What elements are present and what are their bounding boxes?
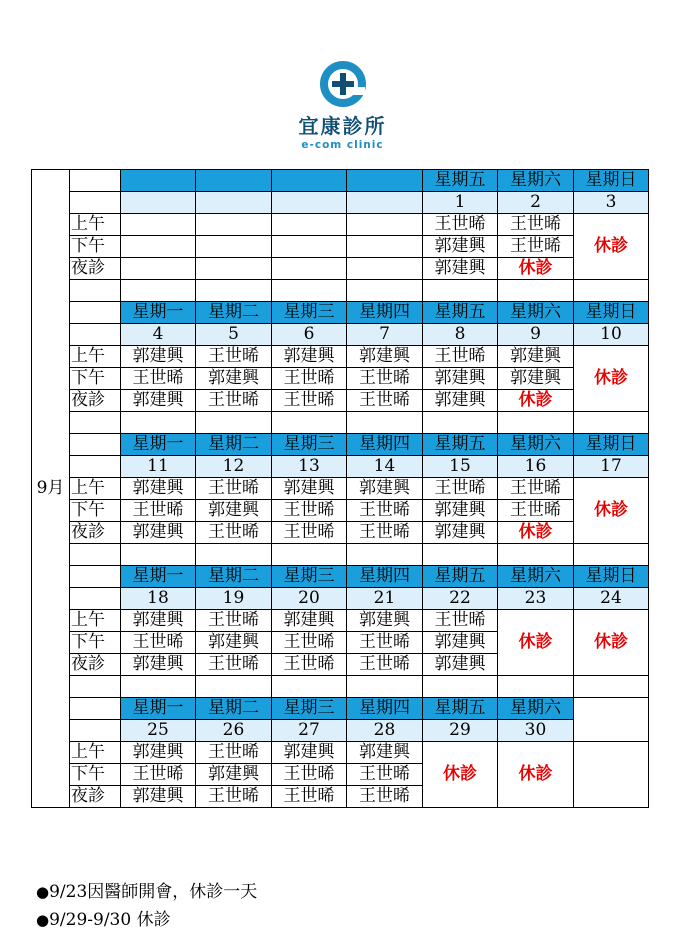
slot-label: 夜診 [70,786,121,808]
weekday-header: 星期五 [423,434,498,456]
closed-cell: 休診 [498,258,574,280]
clinic-name-cn: 宜康診所 [298,114,387,138]
date-cell: 26 [196,720,272,742]
doctor-cell: 王世晞 [498,478,574,500]
doctor-cell: 郭建興 [121,654,196,676]
week-header-row [32,170,649,192]
closed-cell: 休診 [574,214,649,280]
week-header-row [32,566,649,588]
date-cell: 8 [423,324,498,346]
doctor-cell: 王世晞 [347,368,423,390]
bullet-icon: ● [36,883,50,901]
doctor-cell: 郭建興 [347,478,423,500]
slot-row [32,236,649,258]
note-item [36,878,257,906]
doctor-cell: 王世晞 [423,478,498,500]
doctor-cell: 王世晞 [121,368,196,390]
weekday-header: 星期一 [121,302,196,324]
weekday-header: 星期四 [347,698,423,720]
empty-cell [121,544,196,566]
empty-cell [70,676,121,698]
date-cell: 21 [347,588,423,610]
doctor-cell: 王世晞 [423,610,498,632]
doctor-cell: 郭建興 [423,500,498,522]
doctor-cell: 郭建興 [121,478,196,500]
doctor-cell: 王世晞 [347,632,423,654]
spacer-row [32,280,649,302]
doctor-cell: 郭建興 [423,236,498,258]
spacer-row [32,412,649,434]
weekday-header-blank [272,170,347,192]
closed-cell: 休診 [574,478,649,544]
date-cell: 10 [574,324,649,346]
corner-cell [70,324,121,346]
doctor-cell: 王世晞 [196,390,272,412]
weekday-header: 星期二 [196,302,272,324]
doctor-cell: 郭建興 [121,610,196,632]
ecom-plus-icon [319,60,367,108]
date-cell: 6 [272,324,347,346]
weekday-header: 星期日 [574,302,649,324]
slot-row [32,258,649,280]
weekday-header-blank [121,170,196,192]
doctor-cell: 郭建興 [272,610,347,632]
empty-cell [498,412,574,434]
doctor-cell: 郭建興 [196,764,272,786]
date-cell: 4 [121,324,196,346]
weekday-header: 星期六 [498,170,574,192]
doctor-cell: 郭建興 [121,522,196,544]
weekday-header: 星期四 [347,434,423,456]
slot-label: 下午 [70,764,121,786]
empty-cell [347,412,423,434]
weekday-header: 星期三 [272,302,347,324]
slot-label: 下午 [70,236,121,258]
slot-label: 夜診 [70,258,121,280]
bullet-icon: ● [36,911,50,929]
slot-label: 夜診 [70,654,121,676]
date-cell: 1 [423,192,498,214]
weekday-header: 星期二 [196,698,272,720]
date-cell: 13 [272,456,347,478]
empty-cell [272,544,347,566]
doctor-cell: 郭建興 [196,368,272,390]
spacer-row [32,544,649,566]
slot-label: 下午 [70,368,121,390]
weekday-header: 星期六 [498,434,574,456]
date-cell: 3 [574,192,649,214]
weekday-header: 星期三 [272,698,347,720]
empty-cell [347,544,423,566]
empty-cell [347,676,423,698]
date-cell [347,192,423,214]
doctor-cell [196,258,272,280]
closed-cell: 休診 [498,522,574,544]
date-cell: 25 [121,720,196,742]
weekday-header: 星期一 [121,698,196,720]
doctor-cell: 王世晞 [498,500,574,522]
weekday-header: 星期五 [423,566,498,588]
date-cell: 27 [272,720,347,742]
doctor-cell: 郭建興 [498,368,574,390]
weekday-header: 星期三 [272,566,347,588]
weekday-header: 星期二 [196,434,272,456]
weekday-header-blank [347,170,423,192]
doctor-cell [272,236,347,258]
week-header-row [32,434,649,456]
slot-row [32,610,649,632]
weekday-header: 星期五 [423,698,498,720]
empty-cell [272,676,347,698]
empty-cell [70,544,121,566]
doctor-cell: 王世晞 [423,346,498,368]
date-cell: 18 [121,588,196,610]
week-date-row [32,588,649,610]
doctor-cell: 王世晞 [347,522,423,544]
slot-label: 上午 [70,478,121,500]
empty-cell [196,676,272,698]
doctor-cell [196,214,272,236]
empty-cell [196,412,272,434]
doctor-cell: 郭建興 [272,478,347,500]
empty-cell [423,280,498,302]
weekday-header: 星期五 [423,302,498,324]
empty-cell [121,280,196,302]
doctor-cell: 郭建興 [498,346,574,368]
notes [36,878,257,934]
slot-label: 夜診 [70,390,121,412]
doctor-cell: 郭建興 [196,632,272,654]
date-cell: 24 [574,588,649,610]
weekday-header: 星期六 [498,302,574,324]
doctor-cell: 郭建興 [423,632,498,654]
doctor-cell: 王世晞 [196,654,272,676]
doctor-cell: 王世晞 [272,786,347,808]
date-cell: 15 [423,456,498,478]
note-text: 9/29-9/30 休診 [49,910,171,930]
date-cell: 2 [498,192,574,214]
doctor-cell [196,236,272,258]
doctor-cell: 王世晞 [347,390,423,412]
corner-cell [70,456,121,478]
corner-cell [70,302,121,324]
weekday-header: 星期日 [574,434,649,456]
doctor-cell [121,214,196,236]
doctor-cell: 王世晞 [121,764,196,786]
weekday-header: 星期六 [498,698,574,720]
doctor-cell: 郭建興 [347,346,423,368]
empty-cell [574,742,649,808]
weekday-header: 星期二 [196,566,272,588]
date-cell: 19 [196,588,272,610]
note-text: 9/23因醫師開會，休診一天 [49,882,258,902]
doctor-cell: 王世晞 [272,390,347,412]
slot-label: 下午 [70,500,121,522]
doctor-cell: 王世晞 [196,786,272,808]
doctor-cell [121,258,196,280]
date-cell [196,192,272,214]
doctor-cell: 郭建興 [121,390,196,412]
doctor-cell [272,258,347,280]
doctor-cell: 郭建興 [272,742,347,764]
doctor-cell: 郭建興 [423,258,498,280]
clinic-name-en: e-com clinic [301,139,384,151]
corner-cell [70,720,121,742]
slot-row [32,478,649,500]
corner-cell [70,434,121,456]
doctor-cell: 郭建興 [121,742,196,764]
weekday-header-blank [196,170,272,192]
doctor-cell [121,236,196,258]
empty-cell [121,412,196,434]
clinic-logo [0,60,685,151]
weekday-header: 星期一 [121,434,196,456]
doctor-cell [272,214,347,236]
doctor-cell: 郭建興 [423,368,498,390]
slot-label: 上午 [70,610,121,632]
week-date-row [32,324,649,346]
empty-cell [498,280,574,302]
doctor-cell: 郭建興 [196,500,272,522]
doctor-cell: 王世晞 [196,522,272,544]
note-item [36,906,257,934]
doctor-cell: 王世晞 [272,632,347,654]
date-cell [121,192,196,214]
doctor-cell: 王世晞 [347,764,423,786]
doctor-cell: 王世晞 [272,654,347,676]
slot-label: 上午 [70,742,121,764]
empty-cell [574,412,649,434]
doctor-cell: 王世晞 [347,786,423,808]
doctor-cell: 郭建興 [121,346,196,368]
doctor-cell: 王世晞 [423,214,498,236]
empty-cell [498,676,574,698]
slot-row [32,390,649,412]
doctor-cell: 王世晞 [196,478,272,500]
closed-cell: 休診 [498,610,574,676]
slot-label: 下午 [70,632,121,654]
empty-cell [347,280,423,302]
date-cell: 20 [272,588,347,610]
doctor-cell: 王世晞 [272,522,347,544]
empty-cell [423,544,498,566]
date-cell: 17 [574,456,649,478]
doctor-cell: 郭建興 [423,654,498,676]
corner-cell [70,588,121,610]
weekday-header: 星期四 [347,566,423,588]
closed-cell: 休診 [498,742,574,808]
corner-cell [70,170,121,192]
empty-cell [574,280,649,302]
doctor-cell: 郭建興 [423,522,498,544]
empty-cell [272,280,347,302]
doctor-cell: 王世晞 [196,742,272,764]
empty-cell [574,544,649,566]
slot-row [32,214,649,236]
weekday-header: 星期日 [574,566,649,588]
empty-cell [498,544,574,566]
empty-cell [272,412,347,434]
date-cell: 23 [498,588,574,610]
empty-cell [196,280,272,302]
slot-row [32,522,649,544]
week-header-row [32,302,649,324]
empty-cell [423,412,498,434]
empty-cell [70,280,121,302]
corner-cell [70,192,121,214]
date-cell: 29 [423,720,498,742]
weekday-header: 星期三 [272,434,347,456]
week-date-row [32,192,649,214]
weekday-header: 星期五 [423,170,498,192]
doctor-cell: 郭建興 [347,742,423,764]
weekday-header: 星期六 [498,566,574,588]
slot-row [32,346,649,368]
empty-cell [70,412,121,434]
doctor-cell: 王世晞 [196,346,272,368]
date-cell: 30 [498,720,574,742]
date-cell: 12 [196,456,272,478]
slot-row [32,742,649,764]
doctor-cell: 王世晞 [347,654,423,676]
doctor-cell: 王世晞 [121,632,196,654]
closed-cell: 休診 [574,610,649,676]
doctor-cell: 郭建興 [347,610,423,632]
closed-cell: 休診 [498,390,574,412]
doctor-cell: 王世晞 [121,500,196,522]
empty-cell [423,676,498,698]
closed-cell: 休診 [574,346,649,412]
spacer-row [32,676,649,698]
slot-row [32,368,649,390]
doctor-cell: 王世晞 [196,610,272,632]
month-label: 9月 [32,170,70,808]
slot-label: 上午 [70,346,121,368]
empty-cell [574,676,649,698]
week-date-row [32,720,649,742]
weekday-header: 星期日 [574,170,649,192]
doctor-cell: 郭建興 [121,786,196,808]
doctor-cell: 郭建興 [423,390,498,412]
closed-cell: 休診 [423,742,498,808]
date-cell: 11 [121,456,196,478]
doctor-cell [347,258,423,280]
doctor-cell: 郭建興 [272,346,347,368]
doctor-cell: 王世晞 [272,500,347,522]
empty-cell [196,544,272,566]
slot-row [32,500,649,522]
weekday-header: 星期四 [347,302,423,324]
empty-cell [574,698,649,742]
date-cell: 7 [347,324,423,346]
doctor-cell: 王世晞 [347,500,423,522]
date-cell: 9 [498,324,574,346]
corner-cell [70,698,121,720]
doctor-cell [347,236,423,258]
date-cell: 28 [347,720,423,742]
week-date-row [32,456,649,478]
doctor-cell: 王世晞 [272,368,347,390]
slot-label: 夜診 [70,522,121,544]
date-cell: 5 [196,324,272,346]
doctor-cell [347,214,423,236]
date-cell: 22 [423,588,498,610]
week-header-row [32,698,649,720]
corner-cell [70,566,121,588]
weekday-header: 星期一 [121,566,196,588]
slot-label: 上午 [70,214,121,236]
doctor-cell: 王世晞 [272,764,347,786]
doctor-cell: 王世晞 [498,236,574,258]
schedule-table [31,169,649,808]
date-cell: 14 [347,456,423,478]
date-cell: 16 [498,456,574,478]
doctor-cell: 王世晞 [498,214,574,236]
date-cell [272,192,347,214]
empty-cell [121,676,196,698]
